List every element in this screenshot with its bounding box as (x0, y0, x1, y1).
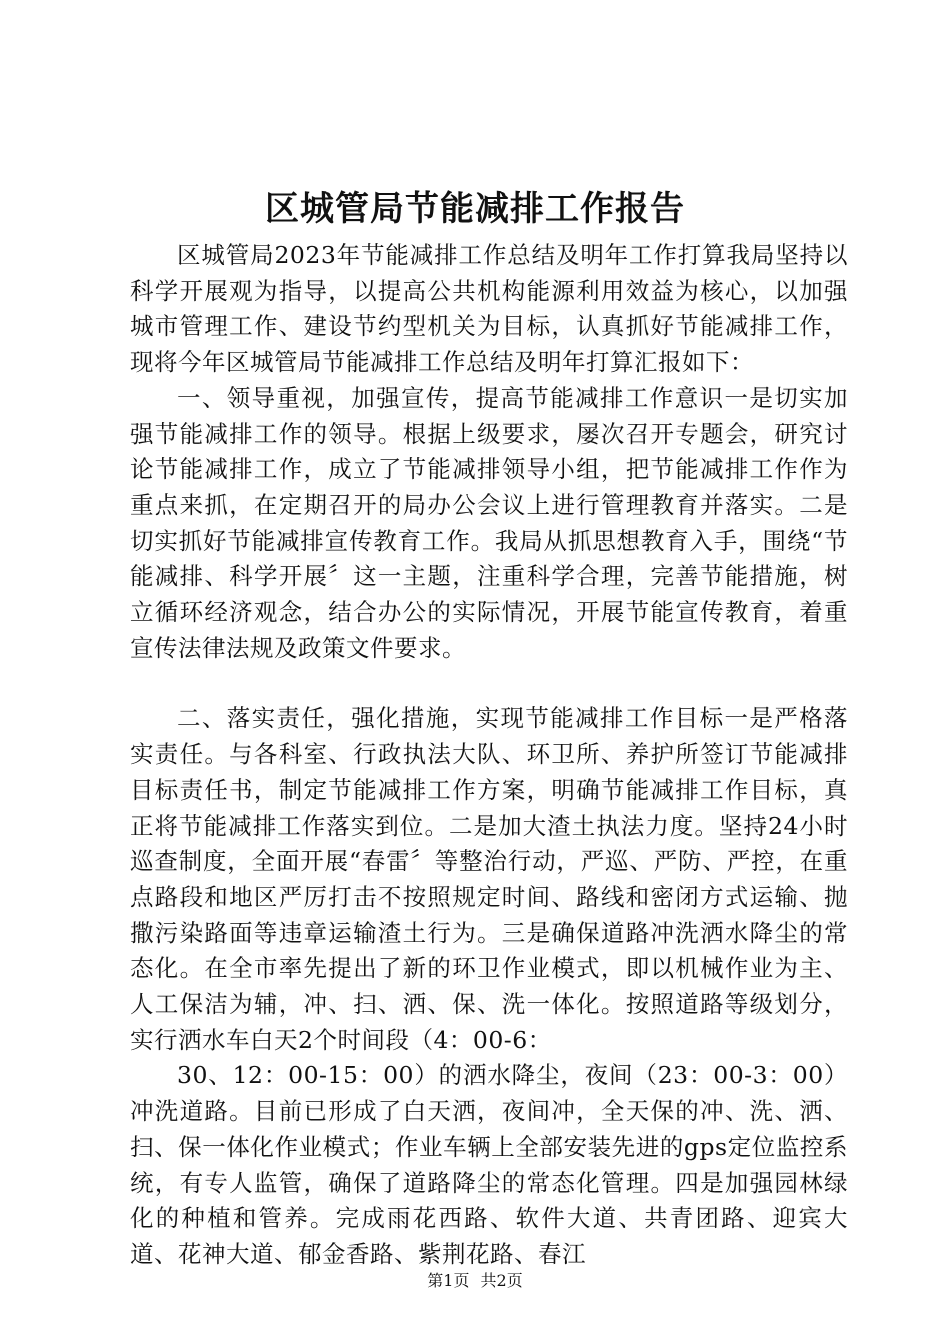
document-title: 区城管局节能减排工作报告 (265, 189, 685, 229)
page-total: 共2页 (480, 1271, 523, 1290)
paragraph-continuation: 30、12：00-15：00）的洒水降尘，夜间（23：00-3：00）冲洗道路。目前已形成了白天洒，夜间冲，全天保的冲、洗、洒、扫、保一体化作业模式；作业车辆上全部安装先进的gps定位监控系统，有专人监管，确保了道路降尘的常态化管理。四是加强园林绿化的种植和管养。完成雨花西路、软件大道、共青团路、迎宾大道、花神大道、郁金香路、紫荆花路、春江 (130, 1061, 848, 1268)
page-footer (0, 1270, 950, 1292)
paragraph-intro: 区城管局2023年节能减排工作总结及明年工作打算我局坚持以科学开展观为指导，以提高公共机构能源利用效益为核心，以加强城市管理工作、建设节约型机关为目标，认真抓好节能减排工作，现将今年区城管局节能减排工作总结及明年打算汇报如下： (130, 241, 848, 377)
page-number: 第1页 (427, 1271, 470, 1290)
paragraph-section-one: 一、领导重视，加强宣传，提高节能减排工作意识一是切实加强节能减排工作的领导。根据上级要求，屡次召开专题会，研究讨论节能减排工作，成立了节能减排领导小组，把节能减排工作作为重点来抓，在定期召开的局办公会议上进行管理教育并落实。二是切实抓好节能减排宣传教育工作。我局从抓思想教育入手，围绕“节能减排、科学开展〞这一主题，注重科学合理，完善节能措施，树立循环经济观念，结合办公的实际情况，开展节能宣传教育，着重宣传法律法规及政策文件要求。 (130, 383, 848, 662)
document-body (130, 238, 848, 1273)
paragraph-section-two: 二、落实责任，强化措施，实现节能减排工作目标一是严格落实责任。与各科室、行政执法大队、环卫所、养护所签订节能减排目标责任书，制定节能减排工作方案，明确节能减排工作目标，真正将节能减排工作落实到位。二是加大渣土执法力度。坚持24小时巡查制度，全面开展“春雷〞等整治行动，严巡、严防、严控，在重点路段和地区严厉打击不按照规定时间、路线和密闭方式运输、抛撒污染路面等违章运输渣土行为。三是确保道路冲洗洒水降尘的常态化。在全市率先提出了新的环卫作业模式，即以机械作业为主、人工保洁为辅，冲、扫、洒、保、洗一体化。按照道路等级划分，实行洒水车白天2个时间段（4：00-6： (130, 704, 848, 1054)
